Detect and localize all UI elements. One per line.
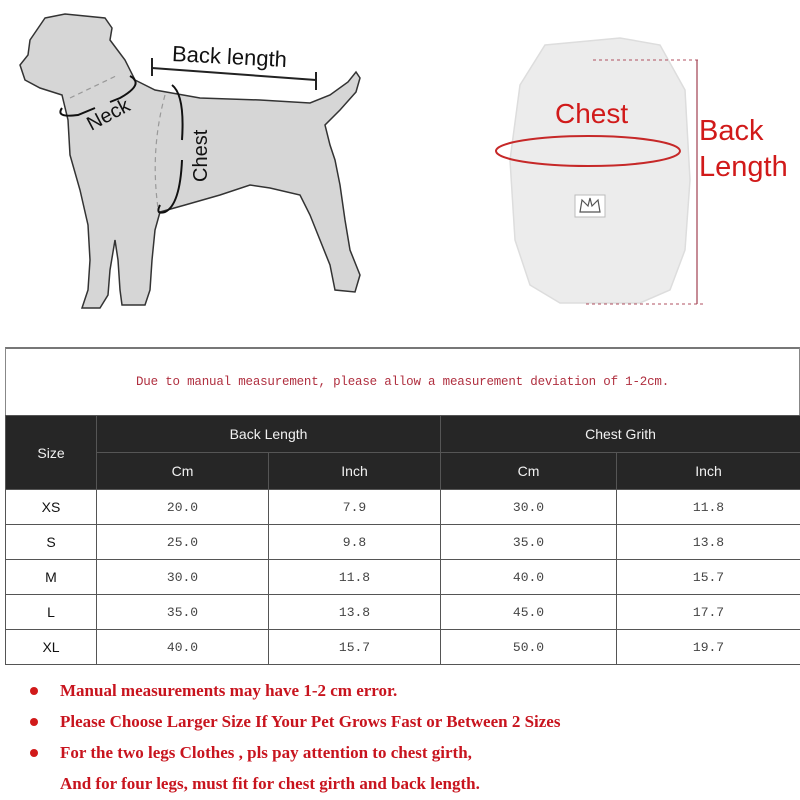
header-back-inch: Inch [269, 453, 441, 490]
measurement-illustration [0, 0, 800, 340]
back-inch-cell: 11.8 [269, 560, 441, 595]
header-back-length: Back Length [97, 416, 441, 453]
bullet-icon [30, 687, 38, 695]
table-row [6, 490, 800, 525]
list-item [30, 675, 560, 706]
table-row [6, 595, 800, 630]
dog-silhouette-icon [0, 0, 800, 340]
size-cell: XL [6, 630, 97, 665]
bullet-icon [30, 749, 38, 757]
note-text: Please Choose Larger Size If Your Pet Grows Fast or Between 2 Sizes [60, 711, 561, 731]
bullet-icon [30, 718, 38, 726]
header-chest-cm: Cm [441, 453, 617, 490]
size-cell: L [6, 595, 97, 630]
back-cm-cell: 20.0 [97, 490, 269, 525]
size-chart [5, 347, 800, 665]
note-text: And for four legs, must fit for chest girth and back length. [60, 773, 480, 793]
header-back-cm: Cm [97, 453, 269, 490]
header-chest-girth: Chest Grith [441, 416, 800, 453]
back-cm-cell: 30.0 [97, 560, 269, 595]
size-cell: M [6, 560, 97, 595]
note-text: For the two legs Clothes , pls pay attention to chest girth, [60, 742, 472, 762]
vest-back-label-line2: Length [699, 151, 788, 183]
neck-label: Neck [83, 94, 134, 136]
vest-back-length-label [699, 113, 788, 185]
chest-inch-cell: 13.8 [617, 525, 800, 560]
size-cell: XS [6, 490, 97, 525]
chest-cm-cell: 35.0 [441, 525, 617, 560]
size-cell: S [6, 525, 97, 560]
chest-cm-cell: 30.0 [441, 490, 617, 525]
back-cm-cell: 35.0 [97, 595, 269, 630]
back-cm-cell: 40.0 [97, 630, 269, 665]
chest-label: Chest [190, 129, 212, 182]
table-row [6, 525, 800, 560]
back-inch-cell: 13.8 [269, 595, 441, 630]
chest-inch-cell: 17.7 [617, 595, 800, 630]
back-inch-cell: 9.8 [269, 525, 441, 560]
chest-cm-cell: 40.0 [441, 560, 617, 595]
back-inch-cell: 15.7 [269, 630, 441, 665]
notes-list [30, 675, 560, 799]
back-inch-cell: 7.9 [269, 490, 441, 525]
chest-inch-cell: 11.8 [617, 490, 800, 525]
size-table [5, 415, 800, 665]
vest-back-label-line1: Back [699, 115, 764, 147]
chest-cm-cell: 45.0 [441, 595, 617, 630]
list-item-continuation [30, 768, 560, 799]
measurement-note-row [5, 347, 800, 415]
back-length-label: Back length [171, 41, 288, 72]
vest-chest-label: Chest [555, 98, 629, 129]
header-chest-inch: Inch [617, 453, 800, 490]
table-row [6, 630, 800, 665]
table-row [6, 560, 800, 595]
header-size: Size [6, 416, 97, 490]
list-item [30, 737, 560, 768]
back-cm-cell: 25.0 [97, 525, 269, 560]
chest-cm-cell: 50.0 [441, 630, 617, 665]
note-text: Manual measurements may have 1-2 cm error. [60, 680, 398, 700]
measurement-note: Due to manual measurement, please allow a measurement deviation of 1-2cm. [136, 375, 669, 389]
chest-inch-cell: 15.7 [617, 560, 800, 595]
list-item [30, 706, 560, 737]
chest-inch-cell: 19.7 [617, 630, 800, 665]
